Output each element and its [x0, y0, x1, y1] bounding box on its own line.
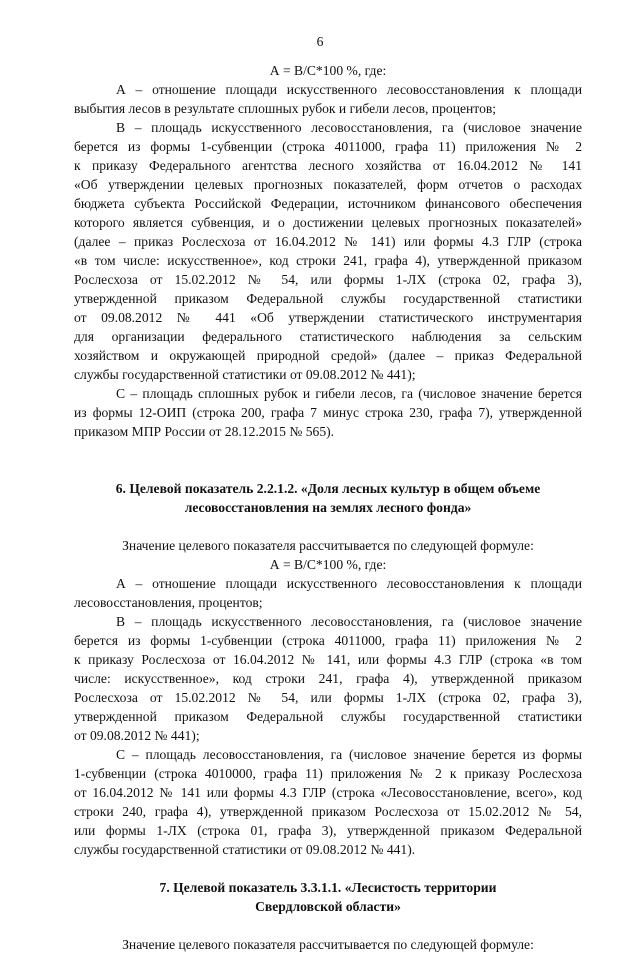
text-line: Значение целевого показателя рассчитывается по следующей формуле: — [122, 937, 534, 952]
text-line: службы государственной статистики от 09.08.2012 № 441). — [74, 842, 416, 857]
text-line: которого является субвенция, и о достижении целевых прогнозных показателей» — [74, 215, 582, 230]
text-line: Рослесхоза от 15.02.2012 № 54, или формы 1-ЛХ (строка 02, графа 3), — [74, 690, 582, 705]
text-line: приказом МПР России от 28.12.2015 № 565). — [74, 424, 335, 439]
text-line: В – площадь искусственного лесовосстановления, га (числовое значение — [116, 614, 582, 629]
text-line: С – площадь сплошных рубок и гибели лесов, га (числовое значение берется — [116, 386, 582, 401]
blank-line — [74, 517, 582, 536]
text-line: А = В/С*100 %, где: — [269, 557, 387, 572]
text-line: С – площадь лесовосстановления, га (числовое значение берется из формы — [116, 747, 582, 762]
text-line: «в том числе: искусственное», код строки 241, графа 4), утвержденной приказом — [74, 253, 582, 268]
text-line: Рослесхоза от 15.02.2012 № 54, или формы 1-ЛХ (строка 02, графа 3), — [74, 272, 582, 287]
text-line: от 16.04.2012 № 141 или формы 4.3 ГЛР (строка «Лесовосстановление, всего», код — [74, 785, 582, 800]
text-line: утвержденной приказом Федеральной службы государственной статистики — [74, 291, 582, 306]
text-line: или формы 1-ЛХ (строка 01, графа 3), утвержденной приказом Федеральной — [74, 823, 582, 838]
text-line: (далее – приказ Рослесхоза от 16.04.2012 № 141) или формы 4.3 ГЛР (строка — [74, 234, 582, 249]
section-heading-line: 7. Целевой показатель 3.3.1.1. «Лесистость территории — [159, 880, 497, 895]
text-line: строки 240, графа 4), утвержденной приказом Рослесхоза от 15.02.2012 № 54, — [74, 804, 582, 819]
text-line: числе: искусственное», код строки 241, графа 4), утвержденной приказом — [74, 671, 582, 686]
text-line: к приказу Федерального агентства лесного хозяйства от 16.04.2012 № 141 — [74, 158, 582, 173]
text-line: Значение целевого показателя рассчитывается по следующей формуле: — [122, 538, 534, 553]
blank-line — [74, 859, 582, 878]
section-heading-line: Свердловской области» — [255, 899, 401, 914]
text-line: берется из формы 1-субвенции (строка 4011000, графа 11) приложения № 2 — [74, 139, 582, 154]
text-line: А – отношение площади искусственного лесовосстановления к площади — [116, 82, 582, 97]
text-line: от 09.08.2012 № 441); — [74, 728, 200, 743]
text-line: выбытия лесов в результате сплошных рубок и гибели лесов, процентов; — [74, 101, 497, 116]
text-line: из формы 12-ОИП (строка 200, графа 7 минус строка 230, графа 7), утвержденной — [74, 405, 582, 420]
text-line: В – площадь искусственного лесовосстановления, га (числовое значение — [116, 120, 582, 135]
section-heading-line: 6. Целевой показатель 2.2.1.2. «Доля лесных культур в общем объеме — [115, 481, 541, 496]
text-line: утвержденной приказом Федеральной службы государственной статистики — [74, 709, 582, 724]
page-number: 6 — [316, 34, 324, 49]
blank-line — [74, 460, 582, 479]
blank-line — [74, 441, 582, 460]
text-line: А – отношение площади искусственного лесовосстановления к площади — [116, 576, 582, 591]
text-line: хозяйством и окружающей природной средой» (далее – приказ Федеральной — [74, 348, 582, 363]
section-heading-line: лесовосстановления на землях лесного фонда» — [184, 500, 472, 515]
text-line: «Об утверждении целевых прогнозных показателей, форм отчетов о расходах — [74, 177, 582, 192]
text-line: берется из формы 1-субвенции (строка 4011000, графа 11) приложения № 2 — [74, 633, 582, 648]
text-line: к приказу Рослесхоза от 16.04.2012 № 141, или формы 4.3 ГЛР (строка «в том — [74, 652, 582, 667]
text-line: службы государственной статистики от 09.08.2012 № 441); — [74, 367, 416, 382]
text-line: бюджета субъекта Российской Федерации, источником финансового обеспечения — [74, 196, 582, 211]
blank-line — [74, 916, 582, 935]
text-line: лесовосстановления, процентов; — [74, 595, 263, 610]
text-line: для организации федерального статистического наблюдения за сельским — [74, 329, 582, 344]
text-line: 1-субвенции (строка 4010000, графа 11) приложения № 2 к приказу Рослесхоза — [74, 766, 582, 781]
text-line: А = В/С*100 %, где: — [269, 63, 387, 78]
text-line: от 09.08.2012 № 441 «Об утверждении статистического инструментария — [74, 310, 582, 325]
document-body — [74, 61, 582, 954]
